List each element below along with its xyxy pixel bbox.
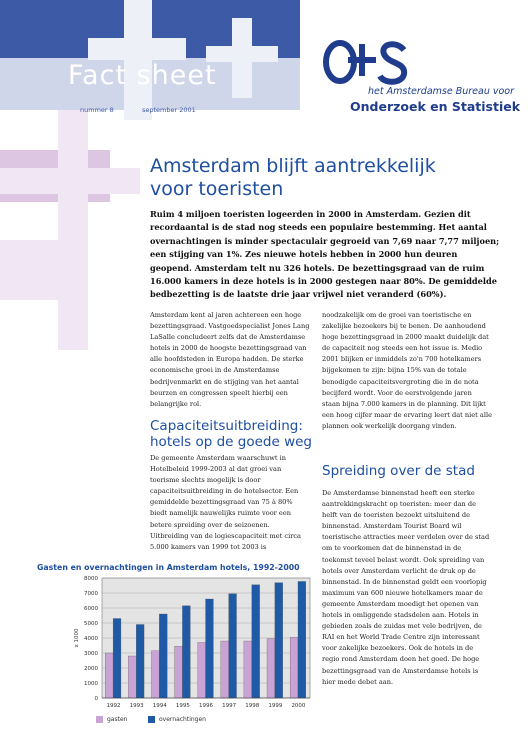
bar-gasten-1999 xyxy=(267,639,275,698)
plus-decoration-horizontal-2 xyxy=(206,46,278,62)
issue-date: september 2001 xyxy=(142,106,196,114)
logo-subtitle-line2: Onderzoek en Statistiek xyxy=(350,99,521,114)
x-tick-label: 1997 xyxy=(222,703,237,709)
x-tick-label: 1998 xyxy=(245,703,260,709)
bar-overnachtingen-1996 xyxy=(206,599,214,698)
y-tick-label: 8000 xyxy=(84,576,98,582)
paragraph: noodzakelijk om de groei van toeristische en zakelijke bezoekers bij te benen. De aanhoudend hoge bezettingsgraad in 2000 maakt duidelijk dat de capaciteit nog steeds een hot issue is. Medio 2001 blijken er inmiddels zo'n 700 hotelkamers bijgekomen te zijn: bijna 15% van de totale benodigde capaciteitsvergroting die in de nota becijferd wordt. Voor de eerstvolgende jaren staan bijna 7.000 kamers in de planning. Dit lijkt een hoog cijfer maar de ervaring leert dat niet alle plannen ook werkelijk doorgang vinden. xyxy=(322,311,492,430)
side-decoration-plus-h xyxy=(0,168,140,194)
bar-overnachtingen-2000 xyxy=(298,581,306,698)
y-tick-label: 2000 xyxy=(84,666,98,672)
bar-overnachtingen-1992 xyxy=(113,619,121,699)
subheading-spreading: Spreiding over de stad xyxy=(322,463,475,479)
left-column-paragraph-1 xyxy=(150,310,310,410)
bar-gasten-1995 xyxy=(175,646,183,698)
legend-label: gasten xyxy=(107,716,128,723)
side-decoration-lower xyxy=(0,240,60,300)
left-column-paragraph-2 xyxy=(150,453,310,553)
right-column-paragraph-2 xyxy=(322,488,492,688)
article-lead: Ruim 4 miljoen toeristen logeerden in 2000 in Amsterdam. Gezien dit recordaantal is de stad nog steeds een populaire bestemming. Het aantal overnachtingen is minder spectaculair gegroeid van 7,69 naar 7,77 miljoen; een stijging van 1%. Zes nieuwe hotels hebben in 2000 hun deuren geopend. Amsterdam telt nu 326 hotels. De bezettingsgraad van de ruim 16.000 kamers in deze hotels is in 2000 gestegen naar 80%. De gemiddelde bedbezetting is de laatste drie jaar vrijwel niet veranderd (60%). xyxy=(150,209,500,300)
x-tick-label: 1993 xyxy=(129,703,144,709)
x-tick-label: 1994 xyxy=(152,703,167,709)
y-tick-label: 3000 xyxy=(84,651,98,657)
os-logo-mark xyxy=(322,38,412,88)
legend-swatch xyxy=(148,716,155,723)
paragraph: Amsterdam kent al jaren achtereen een hoge bezettingsgraad. Vastgoedspecialist Jones Lang LaSalle concludeert zelfs dat de Amsterdamse hotels in 2000 de hoogste bezettingsgraad van alle hoofdsteden in Europa hadden. De sterke economische groei in de Amsterdamse bedrijvenmarkt en de stijging van het aantal beurzen en congressen speelt hierbij een belangrijke rol. xyxy=(150,311,310,408)
plus-decoration-horizontal xyxy=(88,38,186,60)
issue-number: nummer 8 xyxy=(80,106,114,114)
bar-gasten-1992 xyxy=(105,653,113,698)
bar-overnachtingen-1998 xyxy=(252,585,260,698)
bar-overnachtingen-1997 xyxy=(229,594,237,698)
y-tick-label: 0 xyxy=(94,696,98,702)
bar-gasten-2000 xyxy=(290,637,298,698)
logo-subtitle-line1: het Amsterdamse Bureau voor xyxy=(368,86,515,97)
paragraph: De gemeente Amsterdam waarschuwt in Hotelbeleid 1999-2003 al dat groei van toerisme slechts mogelijk is door capaciteitsuitbreiding in de hotelsector. Een gemiddelde bezettingsgraad van 75 à 80% biedt namelijk nauwelijks ruimte voor een betere spreiding over de seizoenen. Uitbreiding van de logiescapaciteit met circa 5.000 kamers van 1999 tot 2003 is xyxy=(150,454,301,551)
legend-item-overnachtingen xyxy=(148,716,206,723)
y-tick-label: 5000 xyxy=(84,621,98,627)
x-tick-label: 1995 xyxy=(175,703,190,709)
article-headline: Amsterdam blijft aantrekkelijk voor toeristen xyxy=(150,155,436,200)
bar-overnachtingen-1999 xyxy=(275,583,283,698)
bar-overnachtingen-1994 xyxy=(159,614,167,698)
bar-gasten-1996 xyxy=(198,643,206,699)
y-tick-label: 4000 xyxy=(84,636,98,642)
fact-sheet-title: Fact sheet xyxy=(68,60,217,91)
bar-overnachtingen-1993 xyxy=(136,625,144,699)
bar-gasten-1997 xyxy=(221,641,229,698)
right-column-paragraph-1 xyxy=(322,310,492,432)
chart-title: Gasten en overnachtingen in Amsterdam hotels, 1992-2000 xyxy=(37,563,300,572)
x-tick-label: 2000 xyxy=(291,703,306,709)
y-axis-label: x 1000 xyxy=(74,628,80,648)
bar-gasten-1993 xyxy=(128,656,136,698)
bar-gasten-1994 xyxy=(151,651,159,698)
legend-label: overnachtingen xyxy=(159,716,206,723)
legend-swatch xyxy=(96,716,103,723)
subheading-capacity: Capaciteitsuitbreiding: hotels op de goede weg xyxy=(150,418,312,450)
bar-chart xyxy=(40,572,320,714)
paragraph: De Amsterdamse binnenstad heeft een sterke aantrekkingskracht op toeristen: meer dan de helft van de toeristen bezoekt uitsluitend de binnenstad. Amsterdam Tourist Board wil toeristische attracties meer verdelen over de stad om te voorkomen dat de binnenstad in de toekomst teveel belast wordt. Ook spreiding van hotels over Amsterdam verlicht de druk op de binnenstad. In de binnenstad geldt een voorlopig maximum van 600 nieuwe hotelkamers maar de gemeente Amsterdam moedigt het openen van hotels in omliggende stadsdelen aan. Hotels in gebieden zoals de zuidas met vele bedrijven, de RAI en het World Trade Centre zijn interessant voor zakelijke bezoekers. Ook de hotels in de regio rond Amsterdam doen het goed. De hoge bezettingsgraad van de Amsterdamse hotels is hier mede debet aan. xyxy=(322,489,490,686)
y-tick-label: 1000 xyxy=(84,681,98,687)
legend-item-gasten xyxy=(96,716,127,723)
bar-overnachtingen-1995 xyxy=(182,606,190,698)
bar-gasten-1998 xyxy=(244,641,252,698)
x-tick-label: 1999 xyxy=(268,703,283,709)
x-tick-label: 1992 xyxy=(106,703,121,709)
x-tick-label: 1996 xyxy=(199,703,213,709)
side-decoration-plus-v xyxy=(58,110,88,350)
y-tick-label: 7000 xyxy=(84,591,98,597)
y-tick-label: 6000 xyxy=(84,606,98,612)
